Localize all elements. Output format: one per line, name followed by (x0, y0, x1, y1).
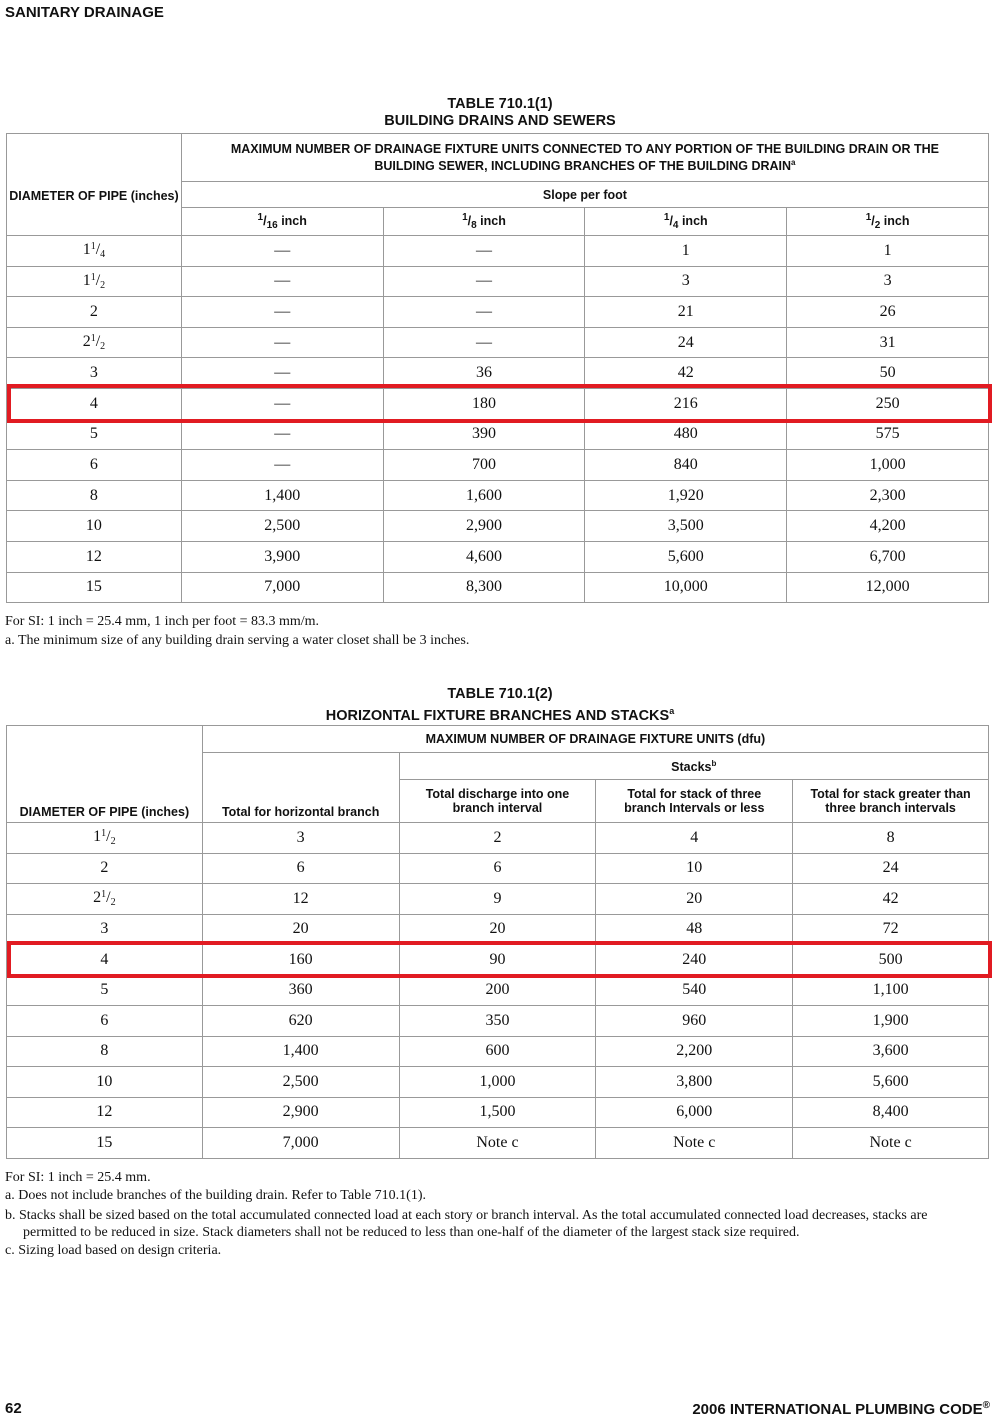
table1-title (0, 96, 1000, 130)
book-title (692, 1400, 990, 1418)
table2-note-si: For SI: 1 inch = 25.4 mm. (5, 1170, 151, 1185)
diameter-whole: 6 (100, 1011, 109, 1029)
dfu-value-cell: 6,000 (596, 1097, 793, 1128)
slope-denominator: 8 (471, 219, 477, 231)
dfu-value-cell: 1,400 (202, 1036, 399, 1067)
dfu-value-cell: 24 (793, 853, 989, 884)
col-diameter-header: DIAMETER OF PIPE (inches) (7, 134, 182, 236)
table-row (7, 1128, 989, 1159)
diameter-whole: 5 (89, 425, 98, 443)
slope-column-header (585, 208, 787, 236)
dfu-value-cell: — (181, 388, 383, 419)
dfu-value-cell: 1,920 (585, 480, 787, 511)
dfu-value-cell: — (181, 358, 383, 389)
t2-col-diameter-header: DIAMETER OF PIPE (inches) (7, 726, 203, 823)
diameter-fraction-denominator: 4 (100, 249, 106, 261)
table-row (7, 1097, 989, 1128)
dfu-value-cell: 3 (787, 266, 989, 297)
dfu-value-cell: 6,700 (787, 541, 989, 572)
t2-col-three-intervals-header: Total for stack of three branch Intervals or less (596, 780, 793, 823)
table-row (7, 1006, 989, 1037)
fraction-slash: / (669, 213, 673, 228)
pipe-diameter-cell (7, 572, 182, 603)
dfu-value-cell: — (181, 419, 383, 450)
table2-note-b (5, 1207, 995, 1241)
diameter-whole: 12 (96, 1103, 113, 1121)
fraction-slash: / (95, 271, 101, 289)
diameter-whole: 8 (89, 486, 98, 504)
pipe-diameter-cell (7, 1036, 203, 1067)
dfu-value-cell: 160 (202, 945, 399, 976)
table-row (7, 266, 989, 297)
dfu-value-cell: 42 (585, 358, 787, 389)
table2-title-sup: a (669, 706, 675, 716)
dfu-value-cell: 3,900 (181, 541, 383, 572)
table-row (7, 914, 989, 945)
pipe-diameter-cell (7, 480, 182, 511)
pipe-diameter-cell (7, 419, 182, 450)
section-header: SANITARY DRAINAGE (5, 4, 164, 21)
fraction-slash: / (467, 213, 472, 228)
t2-stacks-header-sup: b (711, 759, 717, 769)
slope-column-header (787, 208, 989, 236)
table2-title-name: HORIZONTAL FIXTURE BRANCHES AND STACKS (325, 707, 670, 724)
dfu-value-cell: 90 (399, 945, 596, 976)
dfu-value-cell: 20 (596, 884, 793, 915)
dfu-value-cell: Note c (399, 1128, 596, 1159)
dfu-value-cell: 26 (787, 297, 989, 328)
table-row (7, 450, 989, 481)
diameter-whole: 12 (85, 547, 102, 565)
dfu-value-cell: — (181, 266, 383, 297)
dfu-value-cell: 216 (585, 388, 787, 419)
dfu-value-cell: 2,500 (202, 1067, 399, 1098)
highlight-row-4-table2 (7, 941, 992, 978)
diameter-whole: 10 (85, 517, 102, 535)
dfu-value-cell: 2,900 (202, 1097, 399, 1128)
dfu-value-cell: — (383, 236, 585, 267)
slope-column-header (383, 208, 585, 236)
table-row (7, 297, 989, 328)
dfu-value-cell: Note c (596, 1128, 793, 1159)
dfu-value-cell: 9 (399, 884, 596, 915)
pipe-diameter-cell (7, 327, 182, 358)
table2-title (0, 686, 1000, 725)
max-dfu-header (181, 134, 988, 182)
diameter-whole: 10 (96, 1072, 113, 1090)
dfu-value-cell: 240 (596, 945, 793, 976)
dfu-value-cell: 540 (596, 975, 793, 1006)
diameter-whole: 3 (100, 920, 109, 938)
diameter-fraction-numerator: 1 (101, 889, 107, 901)
pipe-diameter-cell (7, 823, 203, 854)
slope-numerator: 1 (462, 211, 468, 223)
pipe-diameter-cell (7, 297, 182, 328)
diameter-fraction-numerator: 1 (90, 271, 96, 283)
table-row (7, 480, 989, 511)
table-row (7, 572, 989, 603)
dfu-value-cell: 2,900 (383, 511, 585, 542)
slope-denominator: 4 (672, 219, 679, 231)
slope-denominator: 2 (874, 219, 881, 231)
t2-max-dfu-header: MAXIMUM NUMBER OF DRAINAGE FIXTURE UNITS (dfu) (202, 726, 988, 753)
table-row (7, 327, 989, 358)
max-dfu-header-text: MAXIMUM NUMBER OF DRAINAGE FIXTURE UNITS CONNECTED TO ANY PORTION OF THE BUILDING DRAIN OR THE BUILDING SEWER, INCLUDING BRANCHES OF THE BUILDING DRAIN (230, 141, 939, 174)
dfu-value-cell: 3,800 (596, 1067, 793, 1098)
dfu-value-cell: 8,300 (383, 572, 585, 603)
fraction-slash: / (106, 828, 111, 846)
diameter-fraction-denominator: 2 (100, 279, 106, 291)
diameter-whole: 6 (89, 455, 98, 473)
dfu-value-cell: 4,200 (787, 511, 989, 542)
table-row (7, 419, 989, 450)
slope-numerator: 1 (257, 211, 264, 223)
dfu-value-cell: 24 (585, 327, 787, 358)
dfu-value-cell: — (383, 297, 585, 328)
slope-header: Slope per foot (181, 182, 988, 208)
dfu-value-cell: 3,500 (585, 511, 787, 542)
fraction-slash: / (263, 213, 267, 228)
pipe-diameter-cell (7, 1067, 203, 1098)
dfu-value-cell: 1,400 (181, 480, 383, 511)
dfu-value-cell: — (181, 450, 383, 481)
dfu-value-cell: 12 (202, 884, 399, 915)
dfu-value-cell: 2 (399, 823, 596, 854)
table1-title-number: TABLE 710.1(1) (447, 96, 553, 112)
dfu-value-cell: 5,600 (585, 541, 787, 572)
diameter-whole: 2 (89, 302, 98, 320)
table1-title-name: BUILDING DRAINS AND SEWERS (384, 113, 616, 129)
table-row (7, 975, 989, 1006)
dfu-value-cell: 360 (202, 975, 399, 1006)
dfu-value-cell: 1,600 (383, 480, 585, 511)
dfu-value-cell: 10 (596, 853, 793, 884)
dfu-value-cell: 1,500 (399, 1097, 596, 1128)
diameter-whole: 15 (96, 1133, 113, 1151)
dfu-value-cell: 620 (202, 1006, 399, 1037)
diameter-fraction-numerator: 1 (90, 241, 96, 253)
diameter-whole: 2 (93, 889, 102, 907)
dfu-value-cell: 700 (383, 450, 585, 481)
diameter-whole: 4 (89, 394, 98, 412)
dfu-value-cell: 500 (793, 945, 989, 976)
dfu-value-cell: 2,500 (181, 511, 383, 542)
dfu-value-cell: 6 (202, 853, 399, 884)
fraction-slash: / (95, 333, 101, 351)
pipe-diameter-cell (7, 853, 203, 884)
dfu-value-cell: 1 (787, 236, 989, 267)
dfu-value-cell: 2,300 (787, 480, 989, 511)
slope-unit: inch (476, 213, 506, 228)
table-row (7, 1067, 989, 1098)
dfu-value-cell: 42 (793, 884, 989, 915)
diameter-whole: 2 (100, 859, 109, 877)
dfu-value-cell: 575 (787, 419, 989, 450)
max-dfu-header-sup: a (791, 157, 796, 167)
dfu-value-cell: 7,000 (202, 1128, 399, 1159)
pipe-diameter-cell (7, 541, 182, 572)
highlight-row-4-table1 (7, 384, 992, 423)
dfu-value-cell: 1,100 (793, 975, 989, 1006)
building-drains-table (6, 133, 989, 603)
dfu-value-cell: 5,600 (793, 1067, 989, 1098)
dfu-value-cell: 960 (596, 1006, 793, 1037)
dfu-value-cell: 3 (202, 823, 399, 854)
table-row (7, 1036, 989, 1067)
dfu-value-cell: 7,000 (181, 572, 383, 603)
dfu-value-cell: 20 (399, 914, 596, 945)
diameter-whole: 8 (100, 1042, 109, 1060)
pipe-diameter-cell (7, 266, 182, 297)
t2-col-one-interval-header: Total discharge into one branch interval (399, 780, 596, 823)
t2-col-greater-intervals-header: Total for stack greater than three branch intervals (793, 780, 989, 823)
dfu-value-cell: 1 (585, 236, 787, 267)
table2-title-name-line (0, 703, 1000, 725)
dfu-value-cell: Note c (793, 1128, 989, 1159)
dfu-value-cell: 3,600 (793, 1036, 989, 1067)
dfu-value-cell: 21 (585, 297, 787, 328)
pipe-diameter-cell (7, 236, 182, 267)
slope-column-header (181, 208, 383, 236)
pipe-diameter-cell (7, 1128, 203, 1159)
table2-title-number: TABLE 710.1(2) (447, 686, 553, 702)
diameter-fraction-numerator: 1 (90, 333, 96, 345)
dfu-value-cell: 390 (383, 419, 585, 450)
slope-denominator: 16 (266, 219, 278, 231)
dfu-value-cell: 6 (399, 853, 596, 884)
dfu-value-cell: 1,900 (793, 1006, 989, 1037)
dfu-value-cell: 12,000 (787, 572, 989, 603)
diameter-whole: 5 (100, 981, 109, 999)
pipe-diameter-cell (7, 511, 182, 542)
pipe-diameter-cell (7, 1097, 203, 1128)
diameter-fraction-denominator: 2 (110, 836, 116, 848)
pipe-diameter-cell (7, 975, 203, 1006)
dfu-value-cell: 250 (787, 388, 989, 419)
dfu-value-cell: 840 (585, 450, 787, 481)
dfu-value-cell: 1,000 (787, 450, 989, 481)
dfu-value-cell: 200 (399, 975, 596, 1006)
pipe-diameter-cell (7, 450, 182, 481)
dfu-value-cell: 2,200 (596, 1036, 793, 1067)
dfu-value-cell: 1,000 (399, 1067, 596, 1098)
table2-note-c: c. Sizing load based on design criteria. (5, 1243, 222, 1258)
table1-note-si: For SI: 1 inch = 25.4 mm, 1 inch per foot = 83.3 mm/m. (5, 614, 320, 629)
dfu-value-cell: 8 (793, 823, 989, 854)
dfu-value-cell: 4 (596, 823, 793, 854)
dfu-value-cell: 36 (383, 358, 585, 389)
diameter-whole: 2 (82, 333, 91, 351)
dfu-value-cell: 480 (585, 419, 787, 450)
diameter-fraction-denominator: 2 (100, 341, 106, 353)
dfu-value-cell: 8,400 (793, 1097, 989, 1128)
dfu-value-cell: — (383, 266, 585, 297)
fraction-slash: / (95, 241, 101, 259)
dfu-value-cell: 350 (399, 1006, 596, 1037)
table-row (7, 541, 989, 572)
t2-stacks-header-text: Stacks (671, 760, 712, 775)
diameter-fraction-denominator: 2 (110, 897, 116, 909)
slope-numerator: 1 (663, 211, 670, 223)
slope-numerator: 1 (865, 211, 872, 223)
dfu-value-cell: 72 (793, 914, 989, 945)
pipe-diameter-cell (7, 914, 203, 945)
dfu-value-cell: 3 (585, 266, 787, 297)
diameter-whole: 1 (93, 828, 102, 846)
pipe-diameter-cell (7, 1006, 203, 1037)
table2-note-b-cont: permitted to be reduced in size. Stack diameters shall not be reduced to less than one-half of the diameter of the largest stack size required. (23, 1225, 800, 1240)
table-row (7, 884, 989, 915)
dfu-value-cell: 600 (399, 1036, 596, 1067)
pipe-diameter-cell (7, 884, 203, 915)
dfu-value-cell: 48 (596, 914, 793, 945)
slope-unit: inch (880, 213, 910, 228)
dfu-value-cell: — (181, 327, 383, 358)
table-row (7, 236, 989, 267)
fraction-slash: / (106, 889, 111, 907)
dfu-value-cell: 50 (787, 358, 989, 389)
slope-unit: inch (277, 213, 307, 228)
dfu-value-cell: — (383, 327, 585, 358)
t2-col-horizontal-header: Total for horizontal branch (202, 753, 399, 823)
dfu-value-cell: 10,000 (585, 572, 787, 603)
diameter-whole: 1 (82, 271, 91, 289)
dfu-value-cell: — (181, 297, 383, 328)
registered-mark: ® (982, 1400, 990, 1411)
dfu-value-cell: 31 (787, 327, 989, 358)
table-row (7, 511, 989, 542)
book-title-text: 2006 INTERNATIONAL PLUMBING CODE (692, 1401, 983, 1418)
diameter-whole: 1 (82, 241, 91, 259)
page-number: 62 (5, 1400, 22, 1417)
diameter-fraction-numerator: 1 (101, 828, 107, 840)
fraction-slash: / (871, 213, 875, 228)
table-row (7, 853, 989, 884)
dfu-value-cell: 180 (383, 388, 585, 419)
table-row (7, 823, 989, 854)
table2-note-a: a. Does not include branches of the building drain. Refer to Table 710.1(1). (5, 1188, 426, 1203)
slope-unit: inch (678, 213, 708, 228)
dfu-value-cell: 20 (202, 914, 399, 945)
table1-note-a: a. The minimum size of any building drain serving a water closet shall be 3 inches. (5, 633, 470, 648)
diameter-whole: 4 (100, 950, 109, 968)
diameter-whole: 3 (89, 364, 98, 382)
dfu-value-cell: 4,600 (383, 541, 585, 572)
t2-stacks-header (399, 753, 988, 780)
dfu-value-cell: — (181, 236, 383, 267)
diameter-whole: 15 (85, 578, 102, 596)
table2-note-b-text: b. Stacks shall be sized based on the total accumulated connected load at each story or branch interval. As the total accumulated connected load decreases, stacks are (5, 1208, 928, 1223)
